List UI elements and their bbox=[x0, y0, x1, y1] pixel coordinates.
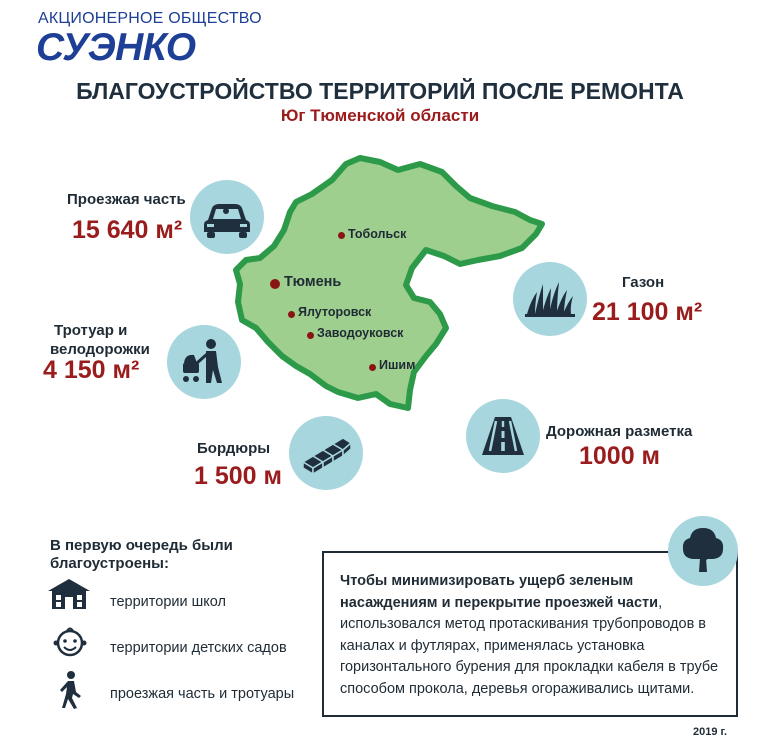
city-dot-zavodoukovsk bbox=[307, 332, 314, 339]
walking-person-icon bbox=[54, 670, 86, 710]
info-line5: горизонтального бурения для прокладки кабеля в трубе bbox=[340, 659, 719, 675]
sidewalk-label-line1: Тротуар и bbox=[54, 322, 128, 339]
city-dot-tyumen bbox=[270, 279, 280, 289]
child-face-icon bbox=[53, 625, 87, 661]
marking-label: Дорожная разметка bbox=[546, 423, 693, 440]
roadway-label: Проезжая часть bbox=[67, 191, 186, 208]
city-label-zavodoukovsk: Заводоуковск bbox=[317, 326, 404, 340]
sidewalk-value: 4 150 м² bbox=[43, 356, 140, 384]
grass-icon bbox=[513, 262, 587, 336]
car-icon bbox=[190, 180, 264, 254]
priority-title-line1: В первую очередь были bbox=[50, 537, 233, 554]
company-type: АКЦИОНЕРНОЕ ОБЩЕСТВО bbox=[38, 10, 262, 27]
city-label-yalutorovsk: Ялуторовск bbox=[298, 305, 372, 319]
info-text bbox=[340, 571, 725, 700]
tree-icon bbox=[668, 516, 738, 586]
priority-item-schools: территории школ bbox=[110, 594, 226, 610]
school-icon bbox=[46, 577, 92, 611]
sidewalk-label-line2: велодорожки bbox=[50, 341, 150, 358]
info-bold-line1: Чтобы минимизировать ущерб зеленым bbox=[340, 573, 634, 589]
page-subtitle: Юг Тюменской области bbox=[280, 106, 480, 125]
info-line3: использовался метод протаскивания трубопроводов в bbox=[340, 616, 707, 632]
sidewalk-label bbox=[50, 321, 150, 359]
lawn-value: 21 100 м² bbox=[592, 298, 703, 326]
company-logo: СУЭНКО bbox=[36, 26, 196, 69]
pedestrian-stroller-icon bbox=[167, 325, 241, 399]
info-line6: способом прокола, деревья огораживались щитами. bbox=[340, 680, 695, 697]
info-bold-line2: насаждениям и перекрытие проезжей части bbox=[340, 594, 659, 611]
priority-title-line2: благоустроены: bbox=[50, 555, 169, 572]
priority-item-kindergartens: территории детских садов bbox=[110, 640, 287, 656]
road-marking-icon bbox=[466, 399, 540, 473]
city-label-tyumen: Тюмень bbox=[284, 274, 342, 290]
marking-value: 1000 м bbox=[579, 442, 661, 470]
curbs-label: Бордюры bbox=[197, 440, 271, 457]
info-line2-rest: , bbox=[658, 594, 663, 611]
city-label-ishim: Ишим bbox=[379, 358, 416, 372]
curbs-value: 1 500 м bbox=[194, 462, 283, 490]
city-label-tobolsk: Тобольск bbox=[348, 227, 407, 241]
year-label: 2019 г. bbox=[693, 726, 728, 738]
curb-blocks-icon bbox=[289, 416, 363, 490]
priority-item-roads: проезжая часть и тротуары bbox=[110, 686, 295, 702]
roadway-value: 15 640 м² bbox=[72, 216, 183, 244]
lawn-label: Газон bbox=[622, 274, 665, 291]
city-dot-yalutorovsk bbox=[288, 311, 295, 318]
city-dot-ishim bbox=[369, 364, 376, 371]
priority-title bbox=[50, 537, 233, 573]
page-title: БЛАГОУСТРОЙСТВО ТЕРРИТОРИЙ ПОСЛЕ РЕМОНТА bbox=[76, 78, 684, 104]
city-dot-tobolsk bbox=[338, 232, 345, 239]
info-line4: каналах и футлярах, применялась установка bbox=[340, 637, 645, 654]
